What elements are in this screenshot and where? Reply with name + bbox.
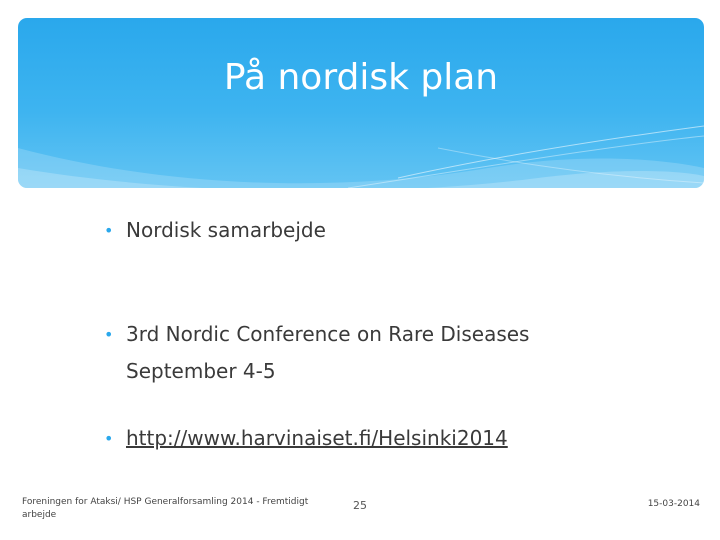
bullet-text-line: 3rd Nordic Conference on Rare Diseases [126, 322, 530, 346]
bullet-text-line: September 4-5 [126, 359, 276, 383]
conference-link[interactable]: http://www.harvinaiset.fi/Helsinki2014 [126, 426, 508, 450]
bullet-dot-icon: • [104, 221, 114, 240]
page-number: 25 [353, 499, 367, 512]
bullet-dot-icon: • [104, 429, 114, 448]
footer-date: 15-03-2014 [647, 499, 700, 509]
slide-title: På nordisk plan [223, 57, 499, 98]
bullet-item [104, 420, 646, 457]
bullet-item [104, 316, 646, 390]
bullet-dot-icon: • [104, 325, 114, 344]
bullet-item [104, 212, 646, 249]
footer-text: Foreningen for Ataksi/ HSP Generalforsamling 2014 - Fremtidigt arbejde [22, 497, 309, 520]
bullet-text: Nordisk samarbejde [126, 218, 326, 242]
